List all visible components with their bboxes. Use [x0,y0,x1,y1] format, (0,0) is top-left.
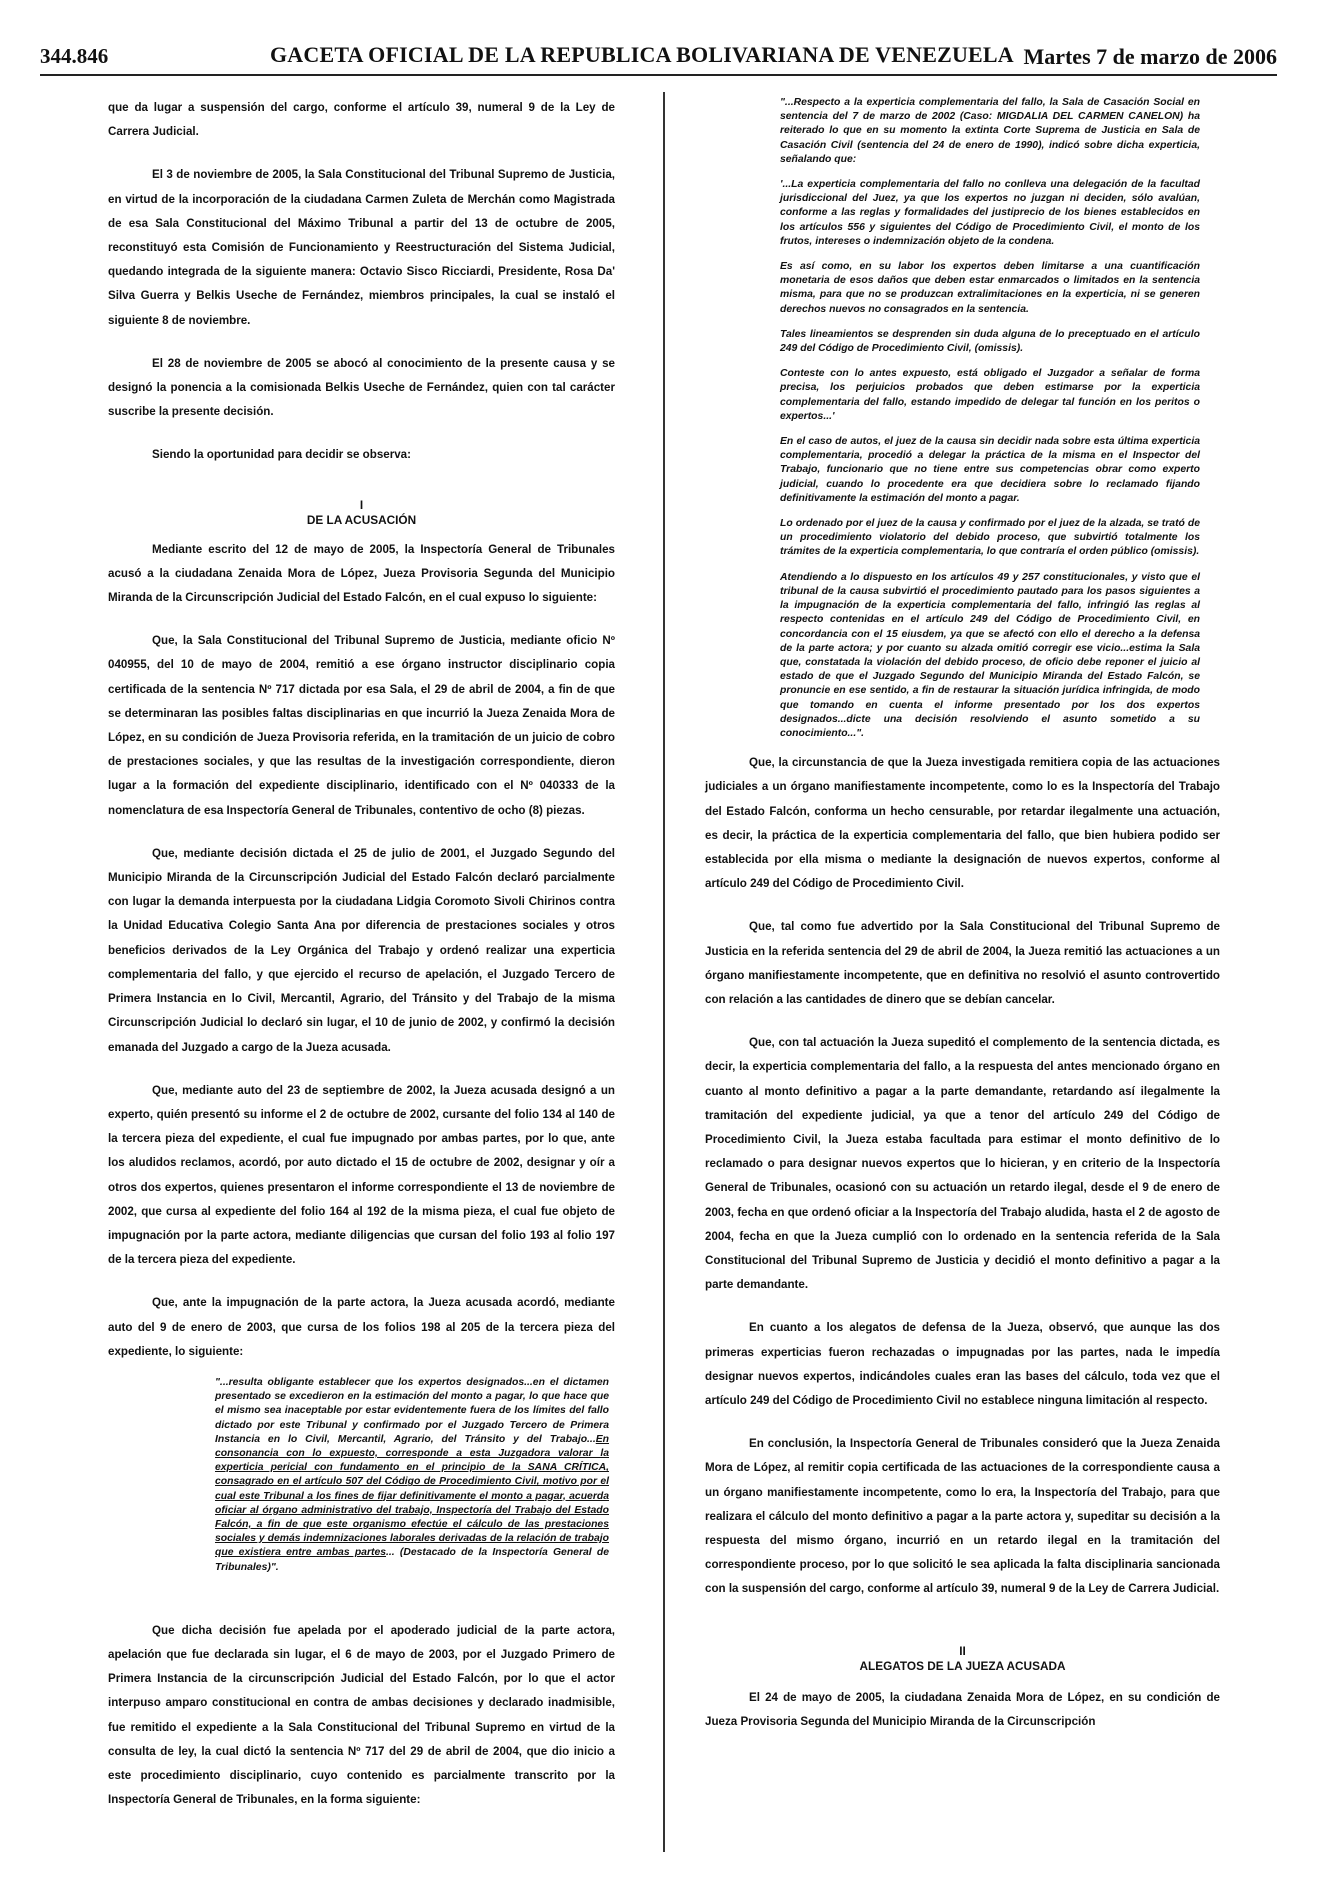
section-number: I [359,497,364,512]
paragraph: Mediante escrito del 12 de mayo de 2005, la Inspectoría General de Tribunales acusó a la ciudadana Zenaida Mora de López, Jueza Provisoria Segunda del Municipio Miranda de la Circunscripción Judicial del Estado Falcón, en el cual expuso lo siguiente: [108,542,615,605]
section-heading [705,1644,1220,1674]
left-column [108,96,615,1812]
paragraph: Que, con tal actuación la Jueza supeditó el complemento de la sentencia dictada, es decir, la experticia complementaria del fallo, a la respuesta del antes mencionado órgano en cuanto al monto definitivo a pagar a la parte demandante, retardando así ilegalmente la tramitación del expediente judicial, ya que a tenor del artículo 249 del Código de Procedimiento Civil, la Jueza estaba facultada para estimar el monto definitivo de lo reclamado o para designar nuevos expertos que lo hicieran, y en criterio de la Inspectoría General de Tribunales, ocasionó con su actuación un retardo ilegal, desde el 9 de enero de 2003, fecha en que ordenó oficiar a la Inspectoría del Trabajo aludida, hasta el 2 de agosto de 2004, fecha en que la Jueza cumplió con lo ordenado en la sentencia referida de la Sala Constitucional del Tribunal Supremo de Justicia y decidió el monto definitivo a pagar a la parte demandante. [705,1036,1220,1292]
column-divider [663,92,665,1852]
right-column [705,96,1220,1734]
page-number: 344.846 [40,44,109,68]
block-quote [215,1376,609,1575]
section-title: DE LA ACUSACIÓN [306,512,417,527]
block-quote: '...La experticia complementaria del fallo no conlleva una delegación de la facultad jurisdiccional del Juez, ya que los expertos no juzgan ni deciden, sólo avalúan, conforme a las reglas y formalidades del justiprecio de los bienes establecidos en los artículos 556 y siguientes del Código de Procedimiento Civil, el monto de los frutos, intereses o indemnización objeto de la condena. [780,179,1200,247]
paragraph: Que, tal como fue advertido por la Sala Constitucional del Tribunal Supremo de Justicia en la referida sentencia del 29 de abril de 2004, la Jueza remitió las actuaciones a un órgano manifiestamente incompetente, que en definitiva no resolvió el asunto controvertido con relación a las cantidades de dinero que se debían cancelar. [705,920,1220,1006]
paragraph: El 3 de noviembre de 2005, la Sala Constitucional del Tribunal Supremo de Justicia, en virtud de la incorporación de la ciudadana Carmen Zuleta de Merchán como Magistrada de esa Sala Constitucional del Máximo Tribunal a partir del 13 de octubre de 2005, reconstituyó esta Comisión de Funcionamiento y Reestructuración del Sistema Judicial, quedando integrada de la siguiente manera: Octavio Sisco Ricciardi, Presidente, Rosa Da' Silva Guerra y Belkis Useche de Fernández, miembros principales, la cual se instaló el siguiente 8 de noviembre. [108,168,615,327]
paragraph: Siendo la oportunidad para decidir se observa: [152,448,411,462]
paragraph: Que, la Sala Constitucional del Tribunal Supremo de Justicia, mediante oficio Nº 040955, del 10 de mayo de 2004, remitió a ese órgano instructor disciplinario copia certificada de la sentencia Nº 717 dictada por esa Sala, el 29 de abril de 2004, a fin de que se determinaran las posibles faltas disciplinarias en que incurrió la Jueza Zenaida Mora de López, en su condición de Jueza Provisoria referida, en la tramitación de un juicio de cobro de prestaciones sociales, y que las resultas de la investigación correspondiente, dieron lugar a la formación del expediente disciplinario, identificado con el Nº 040333 de la nomenclatura de esa Inspectoría General de Tribunales, contentivo de ocho (8) piezas. [108,634,615,817]
paragraph: Que, la circunstancia de que la Jueza investigada remitiera copia de las actuaciones judiciales a un órgano manifiestamente incompetente, como lo es la Inspectoría del Trabajo del Estado Falcón, conforma un hecho censurable, por retardar ilegalmente una actuación, es decir, la práctica de la experticia complementaria del fallo, que bien hubiera podido ser establecida por ella misma o mediante la designación de nuevos expertos, conforme al artículo 249 del Código de Procedimiento Civil. [705,756,1220,891]
paragraph: El 24 de mayo de 2005, la ciudadana Zenaida Mora de López, en su condición de Jueza Provisoria Segunda del Municipio Miranda de la Circunscripción [705,1690,1220,1728]
paragraph: En cuanto a los alegatos de defensa de la Jueza, observó, que aunque las dos primeras experticias fueron rechazadas o impugnadas por las partes, nada le impedía designar nuevos expertos, indicándoles cuales eran las bases del cálculo, toda vez que el artículo 249 del Código de Procedimiento Civil no establece ninguna limitación al respecto. [705,1321,1220,1407]
paragraph: En conclusión, la Inspectoría General de Tribunales consideró que la Jueza Zenaida Mora de López, al remitir copia certificada de las actuaciones de la correspondiente causa a un órgano manifiestamente incompetente, como lo era, la Inspectoría del Trabajo, para que realizara el cálculo del monto definitivo a pagar a la parte actora y, supeditar su decisión a la respuesta del mismo órgano, incurrió en un retardo ilegal en la tramitación del correspondiente proceso, por lo que solicitó le sea aplicada la falta disciplinaria sancionada con la suspensión del cargo, conforme al artículo 39, numeral 9 de la Ley de Carrera Judicial. [705,1437,1220,1596]
block-quote: Atendiendo a lo dispuesto en los artículos 49 y 257 constitucionales, y visto que el tribunal de la causa subvirtió el procedimiento pautado para los pasos siguientes a la impugnación de la experticia complementaria del fallo, infringió las reglas al respecto contenidas en el artículo 249 del Código de Procedimiento Civil, en concordancia con el 15 eiusdem, ya que se afectó con ello el derecho a la defensa de la parte actora; y por cuanto su alzada omitió corregir ese vicio...estima la Sala que, constatada la violación del debido proceso, de oficio debe reponer el juicio al estado de que el Juzgado Segundo del Municipio Miranda del Estado Falcón, se pronuncie en ese sentido, a fin de restaurar la situación jurídica infringida, de modo que tomando en cuenta el informe presentado por los dos expertos designados...dicte una decisión resolviendo el asunto sometido a su conocimiento...". [780,571,1200,739]
header-rule [40,74,1277,76]
section-number: II [959,1643,966,1658]
issue-date: Martes 7 de marzo de 2006 [1023,44,1277,69]
paragraph: que da lugar a suspensión del cargo, conforme el artículo 39, numeral 9 de la Ley de Carrera Judicial. [108,101,615,139]
quote-text: "...resulta obligante establecer que los expertos designados...en el dictamen presentado se excedieron en la estimación del monto a pagar, lo que hace que el mismo sea inaceptable por estar evidentemente fuera de los límites del fallo dictado por este Tribunal y confirmado por el Juzgado Tercero de Primera Instancia en lo Civil, Mercantil, Agrario, del Tránsito y del Trabajo... [215,1376,609,1445]
block-quote: Es así como, en su labor los expertos deben limitarse a una cuantificación monetaria de esos daños que deben estar enmarcados o limitados en la sentencia misma, para que no se produzcan extralimitaciones en la experticia, ni se generen derechos nuevos no consagrados en la sentencia. [780,261,1200,315]
block-quote: Conteste con lo antes expuesto, está obligado el Juzgador a señalar de forma precisa, los perjuicios probados que deben estimarse por la experticia complementaria del fallo, estando impedido de delegar tal función en los peritos o expertos...' [780,368,1200,422]
block-quote: Tales lineamientos se desprenden sin duda alguna de lo preceptuado en el artículo 249 del Código de Procedimiento Civil, (omissis). [780,328,1200,355]
paragraph: Que, ante la impugnación de la parte actora, la Jueza acusada acordó, mediante auto del 9 de enero de 2003, que cursa de los folios 198 al 205 de la tercera pieza del expediente, lo siguiente: [108,1296,615,1358]
paragraph: Que, mediante auto del 23 de septiembre de 2002, la Jueza acusada designó a un experto, quién presentó su informe el 2 de octubre de 2002, cursante del folio 134 al 140 de la tercera pieza del expediente, el cual fue impugnado por ambas partes, por lo que, ante los aludidos reclamos, acordó, por auto dictado el 15 de octubre de 2002, designar y oír a otros dos expertos, quienes presentaron el informe correspondiente el 13 de noviembre de 2002, que cursa al expediente del folio 164 al 192 de la misma pieza, el cual fue objeto de impugnación por la parte actora, mediante diligencias que cursan del folio 193 al folio 197 de la tercera pieza del expediente. [108,1083,615,1267]
block-quote: Lo ordenado por el juez de la causa y confirmado por el juez de la alzada, se trató de un procedimiento violatorio del debido proceso, que subvirtió totalmente los trámites de la experticia complementaria, lo que contraría el orden público (omissis). [780,518,1200,558]
section-heading [108,498,615,528]
block-quote: En el caso de autos, el juez de la causa sin decidir nada sobre esta última experticia complementaria, procedió a delegar la práctica de la misma en el Inspector del Trabajo, funcionario que no tiene entre sus competencias obrar como experto judicial, cuando lo procedente era que decidiera sobre lo reclamado fijando definitivamente la estimación del monto a pagar. [780,436,1200,504]
quote-underlined-text: En consonancia con lo expuesto, corresponde a esta Juzgadora valorar la experticia pericial con fundamento en el principio de la SANA CRÍTICA, consagrado en el artículo 507 del Código de Procedimiento Civil, motivo por el cual este Tribunal a los fines de fijar definitivamente el monto a pagar, acuerda oficiar al órgano administrativo del trabajo, Inspectoría del Trabajo del Estado Falcón, a fin de que este organismo efectúe el cálculo de las prestaciones sociales y demás indemnizaciones laborales derivadas de la relación de trabajo que existiera entre ambas partes [215,1433,609,1559]
section-title: ALEGATOS DE LA JUEZA ACUSADA [859,1658,1066,1673]
paragraph: Que, mediante decisión dictada el 25 de julio de 2001, el Juzgado Segundo del Municipio Miranda de la Circunscripción Judicial del Estado Falcón declaró parcialmente con lugar la demanda interpuesta por la ciudadana Lidgia Coromoto Sivoli Chirinos contra la Unidad Educativa Colegio Santa Ana por diferencia de prestaciones sociales y otros beneficios derivados de la Ley Orgánica del Trabajo y ordenó realizar una experticia complementaria del fallo, y que ejercido el recurso de apelación, el Juzgado Tercero de Primera Instancia en lo Civil, Mercantil, Agrario, del Tránsito y del Trabajo de la misma Circunscripción Judicial lo declaró sin lugar, el 10 de junio de 2002, y confirmó la decisión emanada del Juzgado a cargo de la Jueza acusada. [108,846,615,1054]
paragraph: Que dicha decisión fue apelada por el apoderado judicial de la parte actora, apelación que fue declarada sin lugar, el 6 de mayo de 2003, por el Juzgado Primero de Primera Instancia de la circunscripción Judicial del Estado Falcón, por lo que el actor interpuso amparo constitucional en contra de ambas decisiones y declarado inadmisible, fue remitido el expediente a la Sala Constitucional del Tribunal Supremo en virtud de la consulta de ley, la cual dictó la sentencia Nº 717 del 29 de abril de 2004, que dio inicio a este procedimiento disciplinario, cuyo contenido es parcialmente transcrito por la Inspectoría General de Tribunales, en la forma siguiente: [108,1623,615,1807]
page-header [40,40,1277,76]
paragraph: El 28 de noviembre de 2005 se abocó al conocimiento de la presente causa y se designó la ponencia a la comisionada Belkis Useche de Fernández, quien con tal carácter suscribe la presente decisión. [108,356,615,419]
publication-title: GACETA OFICIAL DE LA REPUBLICA BOLIVARIANA DE VENEZUELA [270,42,1014,67]
quote-text: ... (Destacado de la Inspectoría General de Tribunales)". [215,1547,609,1573]
block-quote: "...Respecto a la experticia complementaria del fallo, la Sala de Casación Social en sentencia del 7 de marzo de 2002 (Caso: MIGDALIA DEL CARMEN CANELON) ha reiterado lo que en su momento la extinta Corte Suprema de Justicia en Sala de Casación Civil (sentencia del 24 de enero de 1990), indicó sobre dicha experticia, señalando que: [780,97,1200,165]
